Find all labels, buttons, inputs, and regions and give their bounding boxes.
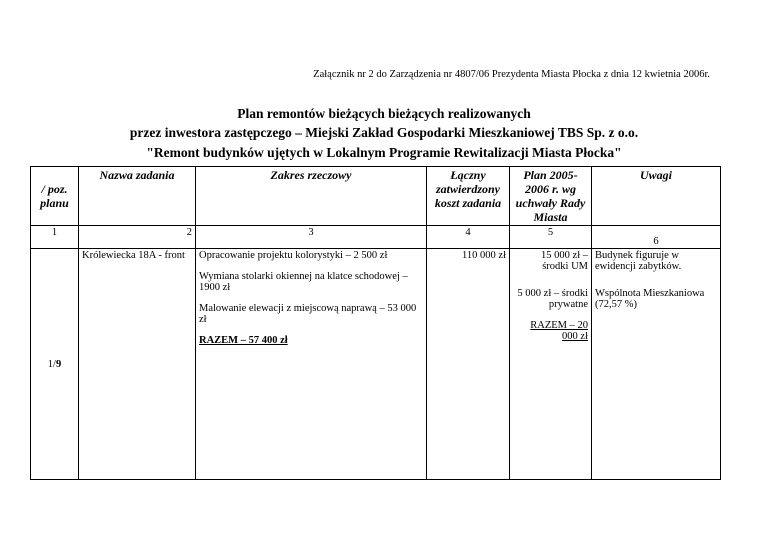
row-total-cost: 110 000 zł [427,249,510,480]
row-notes [592,249,721,480]
scope-item-2: Wymiana stolarki okiennej na klatce schodowej – 1900 zł [199,271,408,293]
row-position-prefix: 1/ [47,358,56,370]
column-number-2: 2 [79,226,196,249]
document-title-line-1: Plan remontów bieżących bieżących realizowanych [237,106,531,121]
plan-source-1: 15 000 zł – środki UM [541,250,588,272]
row-position [31,249,79,480]
document-title-line-2: przez inwestora zastępczego – Miejski Zakład Gospodarki Mieszkaniowej TBS Sp. z o.o. [129,125,639,140]
row-plan [510,249,592,480]
header-scope: Zakres rzeczowy [196,167,427,226]
column-number-5: 5 [510,226,592,249]
attachment-note: Załącznik nr 2 do Zarządzenia nr 4807/06 Prezydenta Miasta Płocka z dnia 12 kwietnia 2006r. [313,69,710,80]
table-row [31,249,721,480]
scope-item-1: Opracowanie projektu kolorystyki – 2 500 zł [199,250,388,261]
scope-total: RAZEM – 57 400 zł [199,335,288,346]
scope-item-3: Malowanie elewacji z miejscową naprawą – 53 000 zł [199,303,417,325]
column-number-4: 4 [427,226,510,249]
column-number-6: 6 [592,226,721,249]
notes-2: Wspólnota Mieszkaniowa (72,57 %) [595,288,705,310]
header-task-name: Nazwa zadania [79,167,196,226]
row-position-number: 9 [55,358,62,370]
header-notes: Uwagi [592,167,721,226]
row-scope [196,249,427,480]
column-number-1: 1 [31,226,79,249]
header-plan: Plan 2005-2006 r. wg uchwały Rady Miasta [510,167,592,226]
renovation-plan-table [30,166,721,480]
column-number-row [31,226,721,249]
row-task-name: Królewiecka 18A - front [79,249,196,480]
table-header-row [31,167,721,226]
plan-source-2: 5 000 zł – środki prywatne [517,288,588,310]
column-number-3: 3 [196,226,427,249]
document-title-line-3: "Remont budynków ujętych w Lokalnym Programie Rewitalizacji Miasta Płocka" [146,145,622,160]
header-position: / poz. planu [31,167,79,226]
notes-1: Budynek figuruje w ewidencji zabytków. [595,250,682,272]
plan-total: RAZEM – 20 000 zł [530,320,588,342]
header-total-cost: Łączny zatwierdzony koszt zadania [427,167,510,226]
